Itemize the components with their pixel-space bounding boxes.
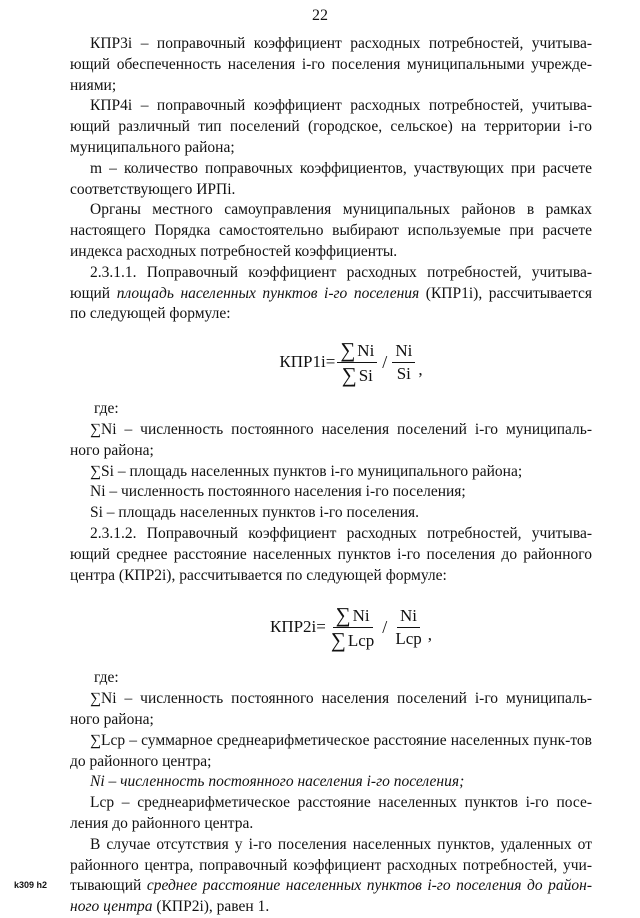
paragraph-kpr3: КПР3i – поправочный коэффициент расходных потребностей, учитыва-ющий обеспеченность населения i-го поселения муниципальными учрежде-ниями;: [70, 35, 592, 94]
formula-1-numerator: Ni: [392, 341, 415, 363]
definition-sum-si: ∑Si – площадь населенных пунктов i-го муниципального района;: [90, 462, 523, 480]
paragraph-kpr4: КПР4i – поправочный коэффициент расходных потребностей, учитыва-ющий различный тип поселений (городское, сельское) на территории i-го муниципального района;: [70, 97, 592, 156]
final-text: В случае отсутствия у i-го поселения населенных пунктов, удаленных от районного центра, поправочный коэффициент расходных потребностей, учи-тывающий: [70, 835, 592, 895]
formula-kpr2: [110, 586, 592, 668]
section-2311-rest: (КПР1i), рассчитывается по следующей формуле:: [70, 284, 592, 323]
footer-mark: k309 h2: [14, 880, 48, 890]
sigma-icon: ∑: [340, 337, 356, 362]
definition-sum-ni-1: ∑Ni – численность постоянного населения поселений i-го муниципаль-ного района;: [70, 420, 592, 459]
formula-1-sum-denominator: ∑ Si: [341, 362, 373, 387]
formula-2-divide: /: [382, 617, 388, 638]
paragraph-2311: [70, 263, 592, 325]
formula-1-fraction: [392, 341, 415, 384]
sigma-icon: ∑: [335, 602, 351, 627]
formula-2-denominator: Lср: [395, 628, 422, 648]
definition-sum-ni-2: ∑Ni – численность постоянного населения поселений i-го муниципаль-ного района;: [70, 690, 592, 728]
paragraph-m: m – количество поправочных коэффициентов, участвующих при расчете соответствующего ИРПi.: [70, 159, 592, 198]
formula-1-denominator: Si: [396, 363, 411, 383]
where-label-2: где:: [94, 669, 119, 687]
final-rest: (КПР2i), равен 1.: [152, 898, 270, 916]
definition-ni-2: Ni – численность постоянного населения i-го поселения;: [90, 773, 465, 791]
definition-lsr: Lср – среднеарифметическое расстояние населенных пунктов i-го посе-ления до районного центра.: [70, 794, 592, 832]
formula-2-lhs: КПР2i=: [269, 617, 326, 637]
formula-2-sum-denominator: ∑ Lср: [330, 627, 375, 652]
definition-sum-lsr: ∑Lср – суммарное среднеарифметическое расстояние населенных пунк-тов до районного центра;: [70, 731, 592, 770]
formula-kpr1: [110, 325, 592, 399]
formula-2-comma: ,: [427, 625, 432, 645]
formula-2-numerator: Ni: [397, 606, 420, 628]
section-2311-text: 2.3.1.1. Поправочный коэффициент расходных потребностей, учитыва-ющий: [70, 263, 592, 302]
formula-2-fraction: [392, 606, 424, 649]
formula-1-sum-fraction: [337, 339, 377, 386]
section-2311-italic: площадь населенных пунктов i-го поселения: [116, 284, 420, 302]
formula-2-sum-fraction: [328, 604, 377, 651]
formula-2-sum-numerator: ∑ Ni: [333, 604, 373, 628]
sigma-icon: ∑: [330, 627, 346, 652]
formula-1-comma: ,: [418, 360, 423, 380]
definition-ni-1: Ni – численность постоянного населения i-го поселения;: [90, 483, 466, 501]
where-label-1: где:: [94, 400, 119, 418]
formula-1-divide: /: [382, 352, 388, 373]
page-number: 22: [312, 7, 328, 24]
final-italic: среднее расстояние населенных пунктов i-го поселения до район-ного центра: [70, 877, 592, 916]
paragraph-2312: 2.3.1.2. Поправочный коэффициент расходных потребностей, учитыва-ющий среднее расстояние населенных пунктов i-го поселения до районного центра (КПР2i), рассчитывается по следующей формуле:: [70, 524, 592, 584]
paragraph-final: [70, 835, 592, 918]
sigma-icon: ∑: [341, 362, 357, 387]
definition-si: Si – площадь населенных пунктов i-го поселения.: [90, 504, 420, 522]
document-body: [70, 34, 592, 918]
formula-1-sum-numerator: ∑ Ni: [337, 339, 377, 363]
paragraph-organs: Органы местного самоуправления муниципальных районов в рамках настоящего Порядка самостоятельно выбирают используемые при расчете индекса расходных потребностей коэффициенты.: [70, 201, 592, 260]
formula-1-lhs: КПР1i=: [279, 352, 336, 372]
